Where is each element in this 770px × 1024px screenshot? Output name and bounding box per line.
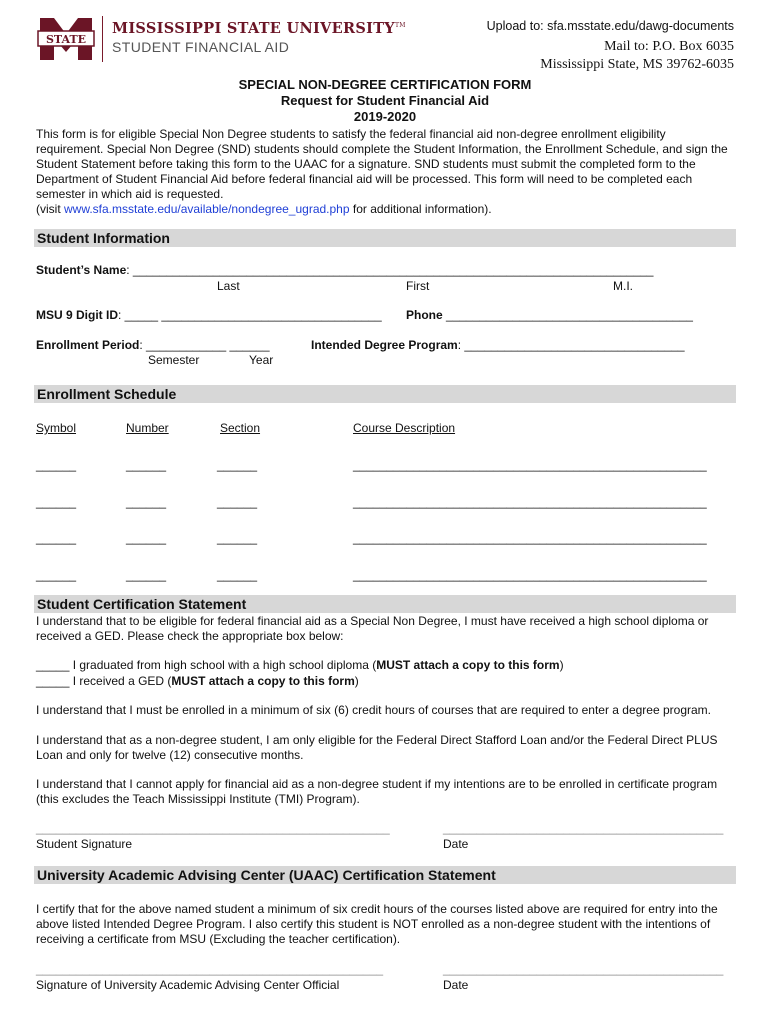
middle-initial-caption: M.I. (613, 279, 633, 293)
certification-heading: Student Certification Statement (34, 595, 736, 613)
uaac-date-label: Date (443, 978, 469, 992)
number-blank[interactable]: ______ (126, 531, 167, 545)
col-course-description: Course Description (353, 421, 456, 435)
phone-field[interactable]: Phone _____________________________________ (406, 308, 693, 322)
upload-instructions: Upload to: sfa.msstate.edu/dawg-documents (486, 19, 734, 33)
col-number: Number (126, 421, 169, 435)
student-date-label: Date (443, 837, 469, 851)
uaac-date-line[interactable]: __________________________________________ (443, 962, 724, 976)
ged-option[interactable]: _____ I received a GED (MUST attach a copy to this form) (36, 674, 359, 688)
number-blank[interactable]: ______ (126, 495, 167, 509)
section-blank[interactable]: ______ (217, 531, 258, 545)
student-signature-label: Student Signature (36, 837, 133, 851)
mail-to: Mail to: P.O. Box 6035 (604, 39, 734, 54)
description-blank[interactable]: _____________________________________________________ (353, 568, 707, 582)
number-blank[interactable]: ______ (126, 458, 167, 472)
intended-program-field[interactable]: Intended Degree Program: _________________________________ (311, 338, 685, 352)
semester-caption: Semester (148, 353, 200, 367)
description-blank[interactable]: _____________________________________________________ (353, 458, 707, 472)
info-link[interactable]: www.sfa.msstate.edu/available/nondegree_ugrad.php (64, 202, 350, 216)
col-section: Section (220, 421, 261, 435)
diploma-checkbox-blank: _____ (36, 658, 70, 672)
description-blank[interactable]: _____________________________________________________ (353, 495, 707, 509)
uaac-signature-line[interactable]: ____________________________________________________ (36, 962, 384, 976)
uaac-heading: University Academic Advising Center (UAAC) Certification Statement (34, 866, 736, 884)
enrollment-period-field[interactable]: Enrollment Period: ____________ ______ (36, 338, 270, 352)
mail-address: Mississippi State, MS 39762-6035 (540, 57, 734, 72)
msu-logo (36, 14, 96, 64)
certificate-program-statement: I understand that I cannot apply for financial aid as a non-degree student if my intentions are to be enrolled in certificate program (this excludes the Teach Mississippi Institute (TMI) Program). (36, 777, 718, 806)
diploma-option[interactable]: _____ I graduated from high school with a high school diploma (MUST attach a copy to this form) (36, 658, 564, 672)
form-subtitle: Request for Student Financial Aid (280, 93, 490, 108)
logo-divider (102, 16, 103, 62)
student-date-line[interactable]: __________________________________________ (443, 821, 724, 835)
year-caption: Year (249, 353, 274, 367)
section-blank[interactable]: ______ (217, 495, 258, 509)
student-info-heading: Student Information (34, 229, 736, 247)
last-name-caption: Last (217, 279, 240, 293)
symbol-blank[interactable]: ______ (36, 568, 77, 582)
uaac-signature-label: Signature of University Academic Advising Center Official (36, 978, 340, 992)
credit-hours-statement: I understand that I must be enrolled in a minimum of six (6) credit hours of courses that are required to enter a degree program. (36, 703, 712, 717)
col-symbol: Symbol (36, 421, 77, 435)
department-name: STUDENT FINANCIAL AID (112, 39, 290, 55)
loan-eligibility-statement: I understand that as a non-degree student, I am only eligible for the Federal Direct Stafford Loan and/or the Federal Direct PLUS Loan and only for twelve (12) consecutive months. (36, 733, 718, 762)
symbol-blank[interactable]: ______ (36, 458, 77, 472)
uaac-statement: I certify that for the above named student a minimum of six credit hours of the courses listed above are required for entry into the above listed Intended Degree Program. I also certify this student is NOT enrolled as a non-degree student with the intentions of receiving a certificate from MSU (Excluding the teacher certification). (36, 902, 718, 946)
first-name-caption: First (406, 279, 430, 293)
enrollment-schedule-heading: Enrollment Schedule (34, 385, 736, 403)
intro-paragraph: This form is for eligible Special Non Degree students to satisfy the federal financial aid non-degree enrollment eligibility requirement. Special Non Degree (SND) students should complete the Student Information, the Enrollment Schedule, and sign the Student Statement before taking this form to the UAAC for a signature. SND students must submit the completed form to the Department of Student Financial Aid before federal financial aid will be processed. This form will need to be completed each semester in which aid is requested. (visit www.sfa.msstate.edu/available/nondegree_ugrad.php for additional information). (36, 127, 728, 216)
student-name-field[interactable]: Student’s Name: ______________________________________________________________________________ (36, 263, 654, 277)
description-blank[interactable]: _____________________________________________________ (353, 531, 707, 545)
number-blank[interactable]: ______ (126, 568, 167, 582)
university-name: MISSISSIPPI STATE UNIVERSITY™ (112, 20, 406, 37)
symbol-blank[interactable]: ______ (36, 495, 77, 509)
msu-id-field[interactable]: MSU 9 Digit ID: _____ _________________________________ (36, 308, 382, 322)
form-title: SPECIAL NON-DEGREE CERTIFICATION FORM (238, 77, 532, 92)
certification-intro: I understand that to be eligible for federal financial aid as a Special Non Degree, I must have received a high school diploma or received a GED. Please check the appropriate box below: (36, 614, 709, 643)
section-blank[interactable]: ______ (217, 568, 258, 582)
symbol-blank[interactable]: ______ (36, 531, 77, 545)
trademark: TM (394, 22, 406, 30)
section-blank[interactable]: ______ (217, 458, 258, 472)
ged-checkbox-blank: _____ (36, 674, 70, 688)
student-signature-line[interactable]: _____________________________________________________ (36, 821, 390, 835)
logo-text: STATE (45, 33, 87, 46)
form-year: 2019-2020 (353, 109, 417, 124)
